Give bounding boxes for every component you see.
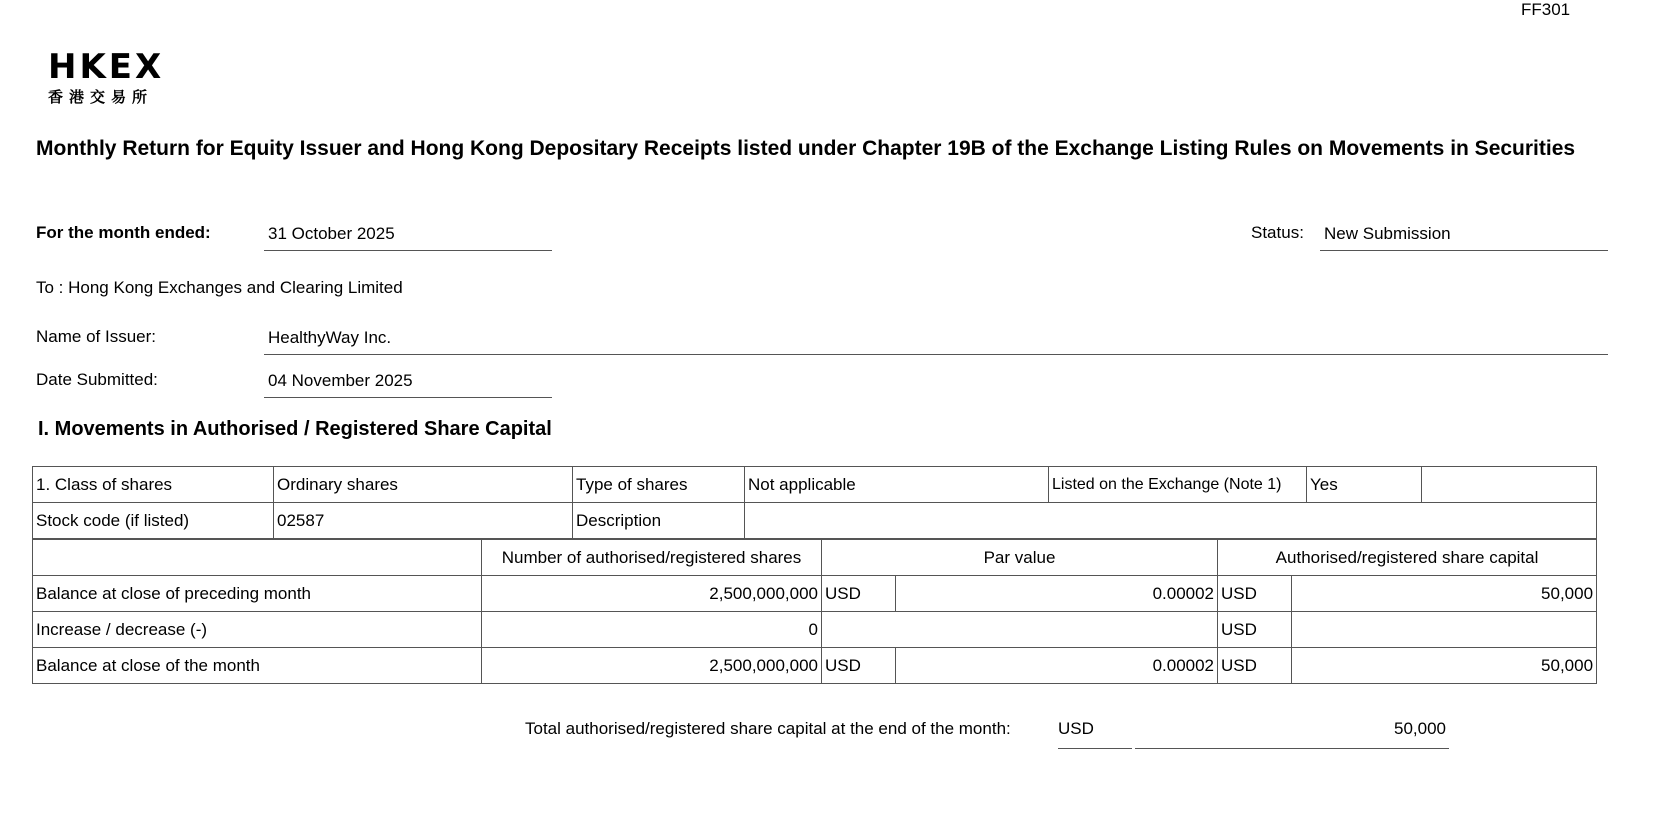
row-shares: 2,500,000,000	[482, 648, 822, 684]
table-row	[33, 612, 1597, 648]
col-header-capital: Authorised/registered share capital	[1218, 540, 1597, 576]
date-submitted-label: Date Submitted:	[36, 370, 158, 389]
row-par-currency: USD	[822, 576, 896, 612]
listed-label: Listed on the Exchange (Note 1)	[1049, 467, 1307, 503]
row-capital-currency: USD	[1218, 576, 1292, 612]
total-capital-label: Total authorised/registered share capital at the end of the month:	[525, 719, 1011, 738]
share-capital-table	[32, 539, 1597, 684]
row-label: Balance at close of preceding month	[33, 576, 482, 612]
row-capital-currency: USD	[1218, 612, 1292, 648]
row-par-currency: USD	[822, 648, 896, 684]
row-shares: 2,500,000,000	[482, 576, 822, 612]
type-value: Not applicable	[745, 467, 1049, 503]
to-line: To : Hong Kong Exchanges and Clearing Limited	[36, 278, 403, 297]
type-label: Type of shares	[573, 467, 745, 503]
status-label: Status:	[1251, 223, 1304, 242]
row-capital-value: 50,000	[1292, 576, 1597, 612]
logo-sub-text: 香港交易所	[48, 88, 154, 106]
table-header-row	[33, 540, 1597, 576]
row-par-empty	[822, 612, 1218, 648]
issuer-label: Name of Issuer:	[36, 327, 156, 346]
row-capital-value	[1292, 612, 1597, 648]
col-header-shares: Number of authorised/registered shares	[482, 540, 822, 576]
col-header-par: Par value	[822, 540, 1218, 576]
description-label: Description	[573, 503, 745, 539]
row-par-value: 0.00002	[896, 648, 1218, 684]
row-shares: 0	[482, 612, 822, 648]
stock-code-value: 02587	[274, 503, 573, 539]
row-capital-currency: USD	[1218, 648, 1292, 684]
status-value: New Submission	[1320, 223, 1608, 251]
date-submitted-value: 04 November 2025	[264, 370, 552, 398]
table-row	[33, 648, 1597, 684]
section-title: I. Movements in Authorised / Registered Share Capital	[38, 418, 552, 440]
description-value	[745, 503, 1597, 539]
class-of-shares-table	[32, 466, 1597, 539]
hkex-logo	[48, 47, 178, 106]
row-capital-value: 50,000	[1292, 648, 1597, 684]
month-ended-value: 31 October 2025	[264, 223, 552, 251]
empty-cell	[1422, 467, 1597, 503]
row-label: Increase / decrease (-)	[33, 612, 482, 648]
total-capital-currency: USD	[1058, 719, 1132, 749]
table-row	[33, 467, 1597, 503]
issuer-value: HealthyWay Inc.	[264, 327, 1608, 355]
row-label: Balance at close of the month	[33, 648, 482, 684]
table-row	[33, 576, 1597, 612]
row-par-value: 0.00002	[896, 576, 1218, 612]
class-value: Ordinary shares	[274, 467, 573, 503]
table-row	[33, 503, 1597, 539]
month-ended-label: For the month ended:	[36, 223, 211, 242]
total-capital-value: 50,000	[1135, 719, 1449, 749]
document-title: Monthly Return for Equity Issuer and Hong Kong Depositary Receipts listed under Chapter 19B of the Exchange Listing Rules on Movements in Securities	[36, 137, 1576, 160]
logo-main-text: HKEX	[48, 47, 165, 87]
form-code: FF301	[1521, 0, 1571, 19]
class-label: 1. Class of shares	[33, 467, 274, 503]
empty-header-cell	[33, 540, 482, 576]
listed-value: Yes	[1307, 467, 1422, 503]
stock-code-label: Stock code (if listed)	[33, 503, 274, 539]
